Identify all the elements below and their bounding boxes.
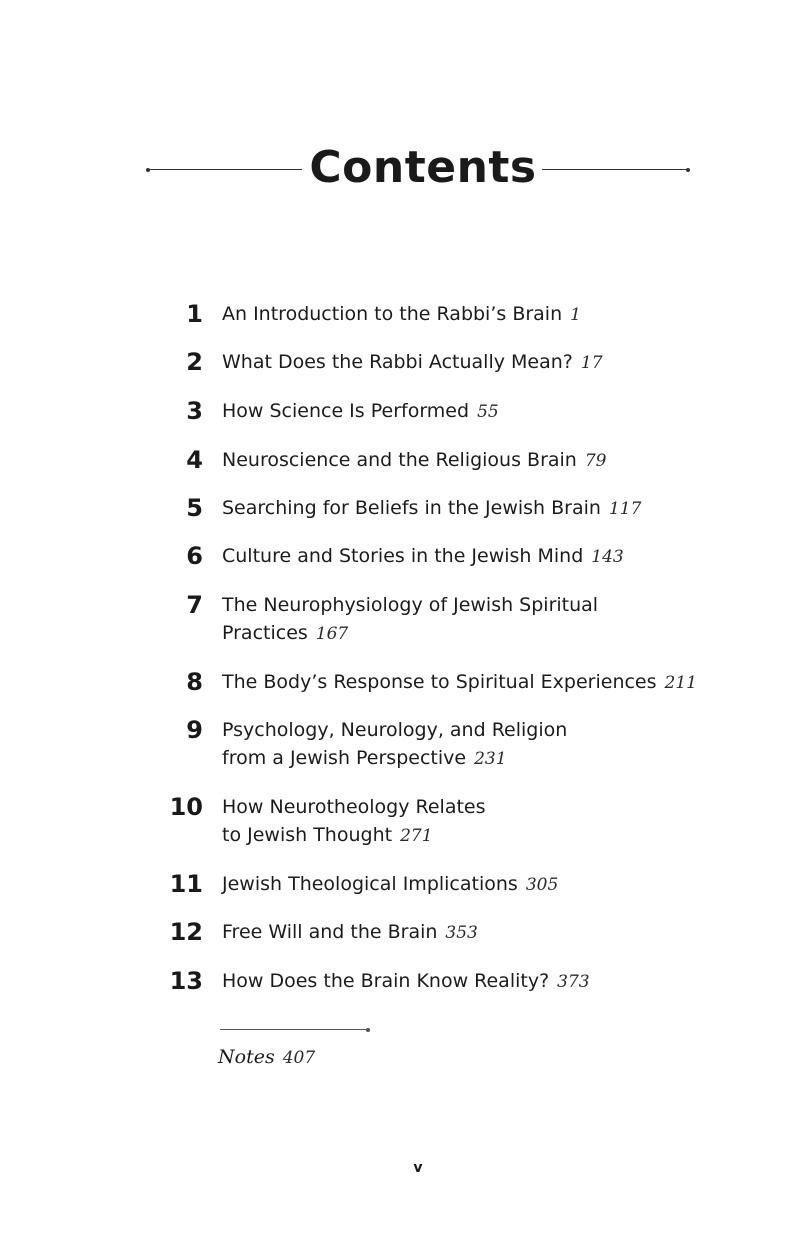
- notes-page-number: 407: [282, 1048, 316, 1068]
- chapter-page-number: 305: [525, 875, 559, 895]
- chapter-page-number: 373: [557, 972, 590, 992]
- chapter-page-number: 211: [664, 673, 697, 693]
- chapter-title-line: [222, 591, 722, 619]
- chapter-title-text: How Neurotheology Relates: [222, 796, 486, 818]
- chapter-title-line: [222, 300, 722, 329]
- chapter-title-line: [222, 668, 722, 697]
- chapter-title-line: [222, 446, 722, 475]
- page-folio: v: [413, 1160, 423, 1176]
- chapter-title-line: [222, 870, 722, 899]
- chapter-page-number: 271: [400, 826, 433, 846]
- chapter-page-number: 143: [591, 547, 624, 567]
- chapter-title-text: Neuroscience and the Religious Brain: [222, 449, 577, 471]
- contents-header: [0, 138, 800, 198]
- chapter-number: 9: [186, 716, 203, 744]
- chapter-number: 1: [186, 300, 203, 328]
- chapter-page-number: 17: [580, 353, 603, 373]
- chapter-number: 7: [186, 591, 203, 619]
- chapter-title-text: from a Jewish Perspective: [222, 747, 467, 769]
- chapter-title-line: [222, 542, 722, 571]
- chapter-title-text: How Does the Brain Know Reality?: [222, 970, 550, 992]
- chapter-title-line: [222, 744, 722, 773]
- chapter-number: 11: [169, 870, 203, 898]
- chapter-title-text: Searching for Beliefs in the Jewish Brain: [222, 497, 601, 519]
- rule-dot: [686, 168, 690, 172]
- chapter-title-line: [222, 348, 722, 377]
- chapter-title-line: [222, 793, 722, 821]
- chapter-title-text: to Jewish Thought: [222, 824, 393, 846]
- chapter-page-number: 231: [474, 749, 507, 769]
- chapter-title-text: Free Will and the Brain: [222, 921, 438, 943]
- chapter-title-line: [222, 716, 722, 744]
- chapter-title-line: [222, 918, 722, 947]
- chapter-page-number: 1: [570, 305, 581, 325]
- chapter-title-text: An Introduction to the Rabbi’s Brain: [222, 303, 563, 325]
- chapter-title-line: [222, 397, 722, 426]
- chapter-title-text: Jewish Theological Implications: [222, 873, 518, 895]
- chapter-title-text: Culture and Stories in the Jewish Mind: [222, 545, 584, 567]
- notes-label: Notes: [218, 1046, 275, 1068]
- chapter-number: 5: [186, 494, 203, 522]
- chapter-page-number: 117: [608, 499, 642, 519]
- chapter-title-text: What Does the Rabbi Actually Mean?: [222, 351, 573, 373]
- chapter-page-number: 167: [315, 624, 349, 644]
- chapter-title-line: [222, 494, 722, 523]
- chapter-title-text: The Body’s Response to Spiritual Experiences: [222, 671, 657, 693]
- chapter-number: 10: [169, 793, 203, 821]
- chapter-number: 12: [169, 918, 203, 946]
- notes-entry[interactable]: [218, 1043, 315, 1072]
- chapter-number: 8: [186, 668, 203, 696]
- rule-dot: [366, 1028, 370, 1032]
- chapter-title-line: [222, 619, 722, 648]
- chapter-page-number: 55: [477, 402, 499, 422]
- chapter-number: 6: [186, 542, 203, 570]
- chapter-page-number: 353: [445, 923, 478, 943]
- chapter-title-text: How Science Is Performed: [222, 400, 470, 422]
- notes-divider: [220, 1029, 368, 1030]
- chapter-title-text: Psychology, Neurology, and Religion: [222, 719, 568, 741]
- chapter-number: 13: [169, 967, 203, 995]
- page-title: Contents: [309, 142, 537, 193]
- chapter-page-number: 79: [584, 451, 607, 471]
- chapter-title-line: [222, 967, 722, 996]
- chapter-title-text: Practices: [222, 622, 308, 644]
- title-rule-right: [542, 169, 688, 170]
- chapter-number: 3: [186, 397, 203, 425]
- chapter-number: 4: [186, 446, 203, 474]
- chapter-title-line: [222, 821, 722, 850]
- chapter-number: 2: [186, 348, 203, 376]
- chapter-title-text: The Neurophysiology of Jewish Spiritual: [222, 594, 599, 616]
